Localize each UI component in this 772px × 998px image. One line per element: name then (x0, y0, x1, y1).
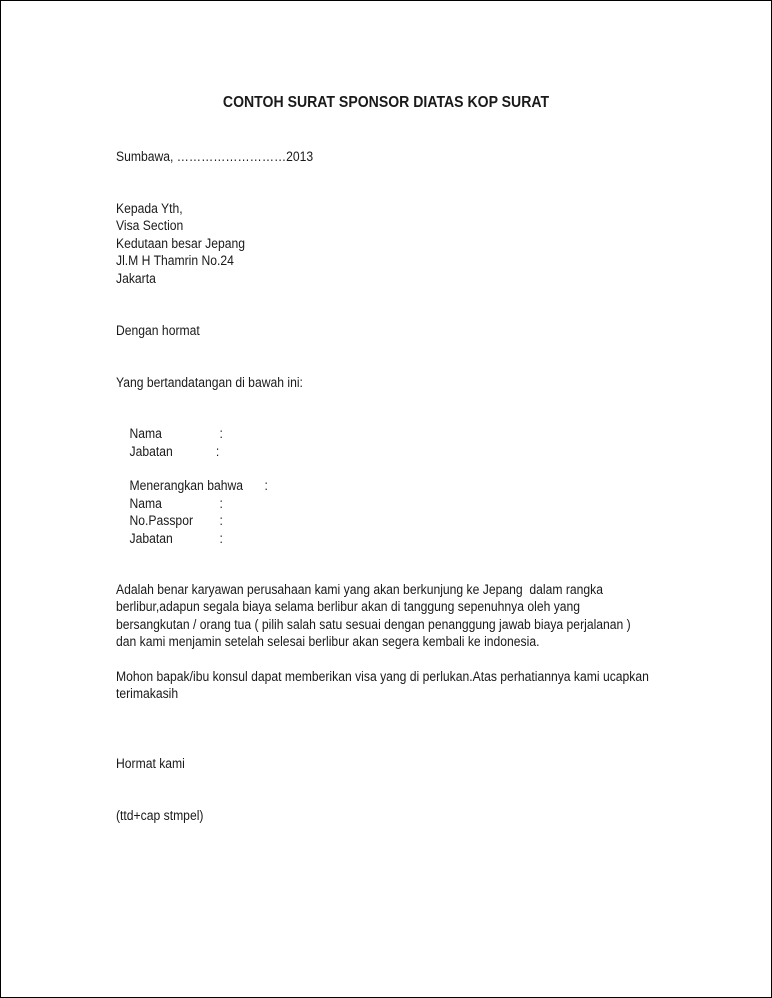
request-paragraph-line: Mohon bapak/ibu konsul dapat memberikan visa yang di perlukan.Atas perhatiannya kami ucapkan (116, 669, 649, 684)
field-label: Nama (129, 495, 162, 511)
field-separator: : (219, 426, 223, 442)
statement-label: Menerangkan bahwa (129, 478, 243, 494)
field-separator: : (219, 495, 223, 511)
field-separator: : (215, 443, 220, 459)
greeting: Dengan hormat (116, 323, 200, 338)
closing: Hormat kami (116, 756, 185, 771)
body-paragraph-line: berlibur,adapun segala biaya selama berlibur akan di tanggung sepenuhnya oleh yang (116, 599, 581, 615)
field-separator: : (219, 530, 223, 546)
date-line: Sumbawa, ………………………2013 (116, 149, 314, 164)
intro-line: Yang bertandatangan di bawah ini: (116, 375, 303, 390)
letter-title: CONTOH SURAT SPONSOR DIATAS KOP SURAT (222, 94, 550, 111)
body-paragraph-line: bersangkutan / orang tua ( pilih salah satu sesuai dengan penanggung jawab biaya perjalanan ) (116, 616, 631, 632)
field-label: Nama (129, 426, 162, 442)
body-paragraph-line: dan kami menjamin setelah selesai berlibur akan segera kembali ke indonesia. (116, 634, 540, 650)
recipient-line: Visa Section (116, 218, 184, 234)
recipient-line: Jakarta (116, 270, 156, 286)
field-separator: : (219, 513, 223, 529)
recipient-line: Jl.M H Thamrin No.24 (116, 253, 234, 269)
field-label: Jabatan (129, 443, 173, 459)
field-separator: : (264, 478, 268, 494)
employee-field-position (116, 512, 223, 564)
recipient-line: Kepada Yth, (116, 201, 183, 216)
signature-note: (ttd+cap stmpel) (116, 808, 204, 823)
field-label: Jabatan (129, 530, 173, 546)
recipient-line: Kedutaan besar Jepang (116, 235, 246, 251)
request-paragraph-line: terimakasih (116, 686, 179, 702)
field-label: No.Passpor (129, 513, 194, 529)
body-paragraph-line: Adalah benar karyawan perusahaan kami yang akan berkunjung ke Jepang dalam rangka (116, 582, 603, 597)
